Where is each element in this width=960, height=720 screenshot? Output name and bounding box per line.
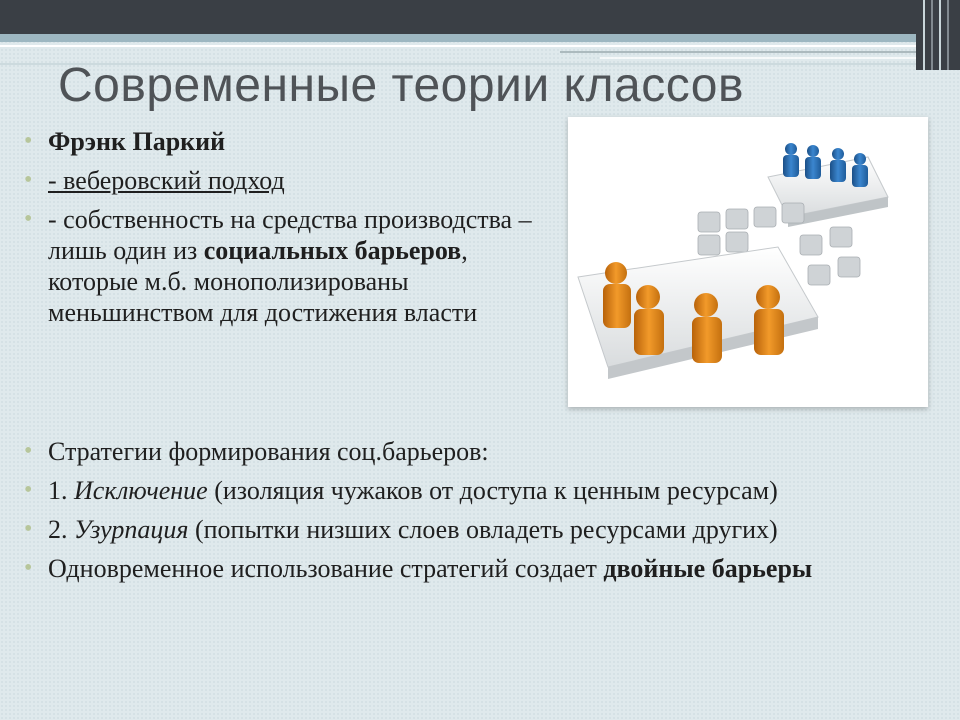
list-item [20, 514, 920, 545]
italic-term: Узурпация [74, 515, 189, 544]
bullet-icon: • [24, 555, 33, 581]
item-number: 2. [48, 515, 74, 544]
text-segment: , которые м.б. монополизированы меньшинством для достижения власти [48, 236, 478, 327]
list-item [20, 204, 560, 328]
list-item [20, 165, 560, 196]
bold-term: двойные барьеры [603, 554, 813, 583]
slide-title: Современные теории классов [58, 59, 744, 112]
text-segment: Одновременное использование стратегий создает [48, 554, 604, 583]
text-segment: (попытки низших слоев овладеть ресурсами других) [188, 515, 778, 544]
list-item [20, 126, 560, 157]
item-number: 1. [48, 476, 74, 505]
bullet-icon: • [24, 477, 33, 503]
text-segment: (изоляция чужаков от доступа к ценным ресурсам) [207, 476, 778, 505]
corner-decor [916, 0, 960, 70]
bullet-list-lower [20, 436, 920, 592]
text-segment: - собственность на средства производства – лишь один из [48, 205, 532, 265]
bullet-icon: • [24, 206, 33, 232]
author-name: Фрэнк Паркий [48, 127, 226, 156]
list-item [20, 475, 920, 506]
header-bar [0, 0, 960, 34]
puzzle-people-illustration-icon [568, 117, 928, 407]
bullet-icon: • [24, 167, 33, 193]
list-item [20, 436, 920, 467]
bullet-list-upper [20, 126, 560, 336]
illustration-frame [568, 117, 928, 407]
bullet-icon: • [24, 516, 33, 542]
list-item [20, 553, 920, 584]
bold-term: социальных барьеров [203, 236, 462, 265]
bullet-icon: • [24, 438, 33, 464]
text-segment: Стратегии формирования соц.барьеров: [48, 437, 489, 466]
header-accent-stripe [0, 34, 960, 42]
approach-label: - веберовский подход [48, 166, 285, 195]
bullet-icon: • [24, 128, 33, 154]
italic-term: Исключение [74, 476, 208, 505]
